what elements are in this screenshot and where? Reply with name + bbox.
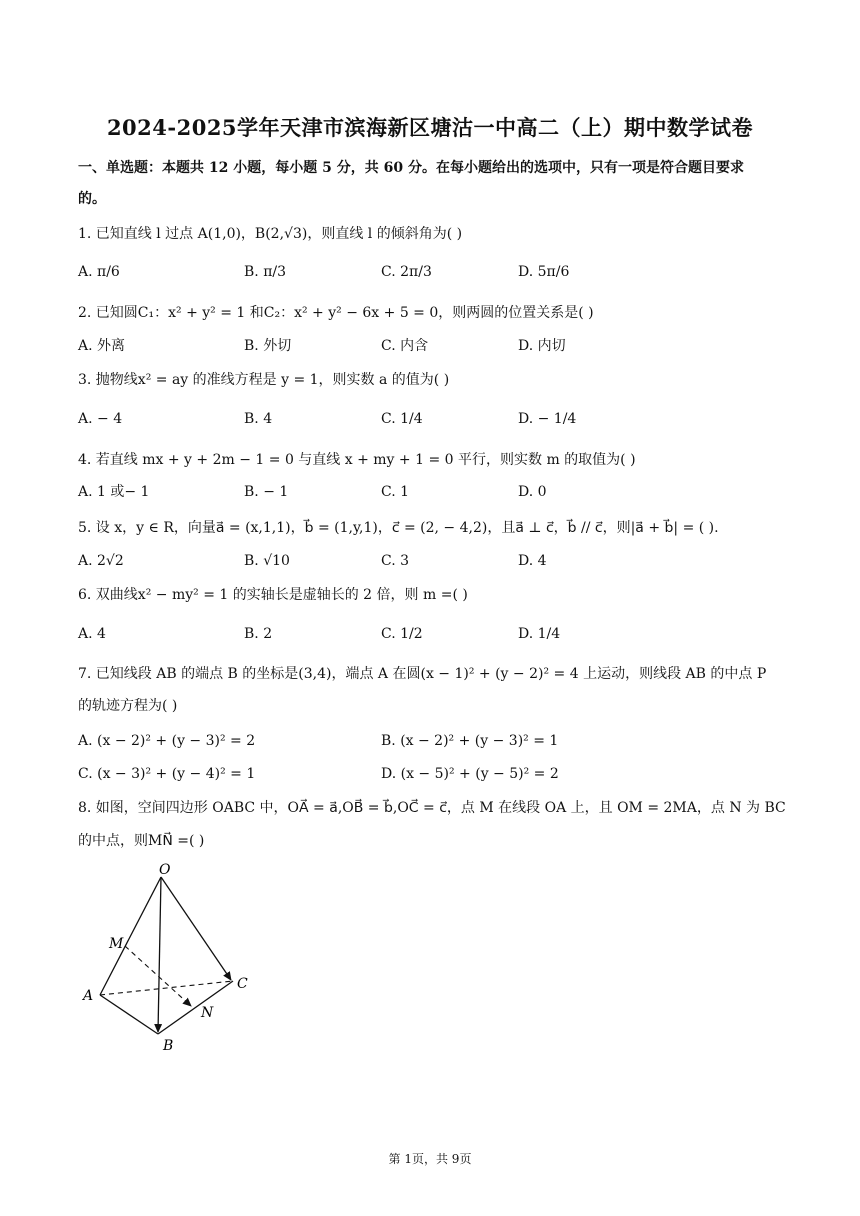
q7-option-d: D. (x − 5)² + (y − 5)² = 2 bbox=[381, 766, 559, 782]
question-4: 4. 若直线 mx + y + 2m − 1 = 0 与直线 x + my + 1 = 0 平行，则实数 m 的取值为( ) bbox=[78, 452, 636, 468]
section-heading-cont: 的。 bbox=[78, 191, 106, 207]
q5-option-b: B. √10 bbox=[244, 553, 290, 569]
label-o: O bbox=[159, 862, 171, 878]
vector-mn bbox=[125, 946, 191, 1006]
q4-option-d: D. 0 bbox=[518, 484, 547, 500]
edge-ob bbox=[158, 877, 161, 1032]
question-1: 1. 已知直线 l 过点 A(1,0)，B(2,√3)，则直线 l 的倾斜角为( ) bbox=[78, 226, 463, 242]
edge-bc bbox=[158, 981, 233, 1034]
q1-option-a: A. π/6 bbox=[78, 264, 120, 280]
question-7-cont: 的轨迹方程为( ) bbox=[78, 698, 178, 714]
q7-option-c: C. (x − 3)² + (y − 4)² = 1 bbox=[78, 766, 256, 782]
q2-option-b: B. 外切 bbox=[244, 338, 292, 354]
q5-option-d: D. 4 bbox=[518, 553, 547, 569]
q3-option-a: A. − 4 bbox=[78, 411, 123, 427]
tetrahedron-figure bbox=[75, 860, 275, 1060]
question-3: 3. 抛物线x² = ay 的准线方程是 y = 1，则实数 a 的值为( ) bbox=[78, 372, 450, 388]
q6-option-b: B. 2 bbox=[244, 626, 273, 642]
q6-option-a: A. 4 bbox=[78, 626, 106, 642]
edge-oc bbox=[161, 877, 231, 980]
page-title: 2024-2025学年天津市滨海新区塘沽一中高二（上）期中数学试卷 bbox=[106, 115, 754, 140]
page-footer: 第 1页，共 9页 bbox=[388, 1152, 472, 1166]
q3-option-d: D. − 1/4 bbox=[518, 411, 577, 427]
q3-option-b: B. 4 bbox=[244, 411, 273, 427]
q1-option-c: C. 2π/3 bbox=[381, 264, 432, 280]
label-b: B bbox=[163, 1038, 174, 1054]
question-7: 7. 已知线段 AB 的端点 B 的坐标是(3,4)，端点 A 在圆(x − 1)² + (y − 2)² = 4 上运动，则线段 AB 的中点 P bbox=[78, 666, 767, 682]
section-heading: 一、单选题：本题共 12 小题，每小题 5 分，共 60 分。在每小题给出的选项中，只有一项是符合题目要求 bbox=[78, 160, 744, 176]
question-6: 6. 双曲线x² − my² = 1 的实轴长是虚轴长的 2 倍，则 m =( ) bbox=[78, 587, 468, 603]
q6-option-d: D. 1/4 bbox=[518, 626, 561, 642]
q4-option-a: A. 1 或− 1 bbox=[78, 484, 150, 500]
label-n: N bbox=[201, 1005, 214, 1021]
question-5: 5. 设 x，y ∈ R，向量a⃗ = (x,1,1)，b⃗ = (1,y,1)，c⃗ = (2, − 4,2)，且a⃗ ⊥ c⃗，b⃗ // c⃗，则|a⃗ + b⃗| = ( ). bbox=[78, 520, 719, 536]
q1-option-d: D. 5π/6 bbox=[518, 264, 570, 280]
q2-option-c: C. 内含 bbox=[381, 338, 429, 354]
q1-option-b: B. π/3 bbox=[244, 264, 287, 280]
q5-option-a: A. 2√2 bbox=[78, 553, 124, 569]
label-a: A bbox=[83, 988, 94, 1004]
q7-option-a: A. (x − 2)² + (y − 3)² = 2 bbox=[78, 733, 256, 749]
q4-option-b: B. − 1 bbox=[244, 484, 289, 500]
q7-option-b: B. (x − 2)² + (y − 3)² = 1 bbox=[381, 733, 559, 749]
question-8: 8. 如图，空间四边形 OABC 中，OA⃗ = a⃗,OB⃗ = b⃗,OC⃗ = c⃗，点 M 在线段 OA 上，且 OM = 2MA，点 N 为 BC bbox=[78, 800, 786, 816]
question-8-cont: 的中点，则MN⃗ =( ) bbox=[78, 833, 205, 849]
label-m: M bbox=[109, 936, 124, 952]
q4-option-c: C. 1 bbox=[381, 484, 410, 500]
q2-option-a: A. 外离 bbox=[78, 338, 126, 354]
q6-option-c: C. 1/2 bbox=[381, 626, 423, 642]
q5-option-c: C. 3 bbox=[381, 553, 410, 569]
label-c: C bbox=[237, 976, 248, 992]
edge-ab bbox=[100, 995, 158, 1034]
q3-option-c: C. 1/4 bbox=[381, 411, 423, 427]
q2-option-d: D. 内切 bbox=[518, 338, 566, 354]
question-2: 2. 已知圆C₁：x² + y² = 1 和C₂：x² + y² − 6x + 5 = 0，则两圆的位置关系是( ) bbox=[78, 305, 594, 321]
